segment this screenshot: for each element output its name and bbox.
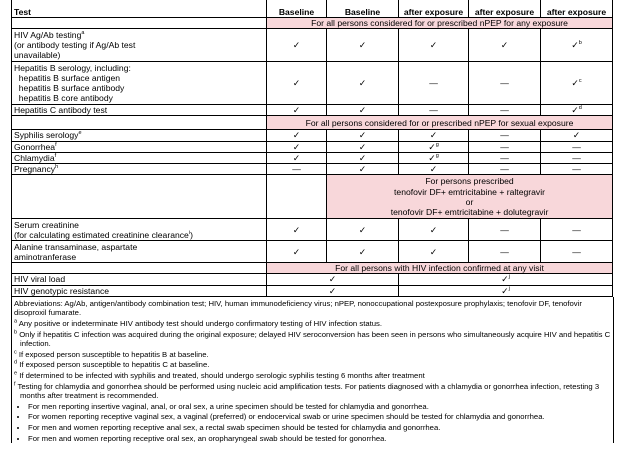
check-mark: ✓: [399, 29, 469, 62]
check-mark: ✓: [327, 219, 399, 241]
check-mark: ✓: [541, 130, 613, 141]
table-row: [12, 152, 613, 163]
list-item: • For men and women reporting receptive anal sex, a rectal swab specimen should be tested for chlamydia and gonorrhea.: [28, 423, 611, 433]
row-label-hiv-test: HIV Ag/Ab testing$^a$ (or antibody testing if Ag/Ab test unavailable): [12, 29, 267, 62]
check-mark: ✓$^b$: [541, 29, 613, 62]
dash-mark: —: [267, 164, 327, 175]
check-mark: ✓: [399, 164, 469, 175]
table-row: [12, 219, 613, 241]
dash-mark: —: [541, 219, 613, 241]
table-row: [12, 141, 613, 152]
header-col1: Baseline: [267, 0, 327, 18]
check-mark: ✓: [327, 62, 399, 105]
check-mark: ✓: [267, 152, 327, 163]
section-row-any: [12, 18, 613, 29]
check-mark: ✓: [267, 274, 399, 285]
check-mark: ✓$^j$: [399, 274, 613, 285]
list-item: • For men reporting insertive vaginal, anal, or oral sex, a urine specimen should be tested for chlamydia and gonorrhea.: [28, 402, 611, 412]
footnote-d: $^d$ If exposed person susceptible to hepatitis C at baseline.: [14, 359, 210, 370]
check-mark: ✓: [469, 29, 541, 62]
header-col5: after exposure: [541, 0, 613, 18]
lab-testing-table: [11, 0, 613, 297]
table-row: [12, 164, 613, 175]
check-mark: ✓$^j$: [399, 285, 613, 296]
dash-mark: —: [469, 130, 541, 141]
check-mark: ✓: [327, 241, 399, 263]
dash-mark: —: [399, 105, 469, 116]
check-mark: ✓: [267, 141, 327, 152]
check-mark: ✓: [267, 219, 327, 241]
check-mark: ✓$^c$: [541, 62, 613, 105]
header-col3: after exposure: [399, 0, 469, 18]
row-label-gonorrhea: Gonorrhea$^f$: [12, 141, 267, 152]
dash-mark: —: [469, 152, 541, 163]
specimen-bullet-list: [14, 402, 611, 443]
check-mark: ✓: [267, 241, 327, 263]
header-test: Test: [12, 0, 267, 18]
footnote-e: $^e$ If determined to be infected with syphilis and treated, should undergo serologic syphilis testing 6 months after treatment: [14, 370, 425, 380]
header-col2: Baseline: [327, 0, 399, 18]
check-mark: ✓: [267, 285, 399, 296]
row-label-hepb: Hepatitis B serology, including: hepatitis B surface antigen hepatitis B surface antibody hepatitis B core antibody: [12, 62, 267, 105]
dash-mark: —: [469, 219, 541, 241]
footnote-c: $^c$ If exposed person susceptible to hepatitis B at baseline.: [14, 349, 209, 359]
footnote-a: $^a$ Any positive or indeterminate HIV antibody test should undergo confirmatory testing of HIV infection status.: [14, 318, 382, 329]
row-label-pregnancy: Pregnancy$^h$: [12, 164, 267, 175]
abbreviations-note: Abbreviations: Ag/Ab, antigen/antibody combination test; HIV, human immunodeficiency virus; nPEP, nonoccupational postexposure prophylaxis; tenofovir DF, tenofovir disoproxil fumarate.: [14, 298, 582, 318]
check-mark: ✓: [267, 130, 327, 141]
check-mark: ✓: [327, 141, 399, 152]
row-label-resistance: HIV genotypic resistance: [12, 285, 267, 296]
table-row: [12, 274, 613, 285]
footnote-b: $^b$ Only if hepatitis C infection was acquired during the original exposure; delayed HIV seroconversion has been seen in persons who simultaneously acquire HIV and hepatitis C infection.: [14, 329, 611, 349]
table-row: [12, 241, 613, 263]
dash-mark: —: [399, 62, 469, 105]
footnote-f: $^f$ Testing for chlamydia and gonorrhea should be performed using nucleic acid amplification tests. For patients diagnosed with a chlamydia or gonorrhea infection, retesting 3 months after treatment is recommended.: [14, 381, 600, 401]
table-row: [12, 105, 613, 116]
check-mark: ✓$^g$: [399, 152, 469, 163]
header-col4: after exposure: [469, 0, 541, 18]
check-mark: ✓$^g$: [399, 141, 469, 152]
list-item: • For men and women reporting receptive oral sex, an oropharyngeal swab should be tested for gonorrhea.: [28, 434, 611, 444]
row-label-chlamydia: Chlamydia$^f$: [12, 152, 267, 163]
table-row: [12, 29, 613, 62]
row-label-creatinine: Serum creatinine (for calculating estimated creatinine clearance$^i$): [12, 219, 267, 241]
list-item: • For women reporting receptive vaginal sex, a vaginal (preferred) or endocervical swab or urine specimen should be tested for chlamydia and gonorrhea.: [28, 412, 611, 422]
table-row: [12, 130, 613, 141]
section-sexual-label: For all persons considered for or prescribed nPEP for sexual exposure: [267, 116, 613, 130]
dash-mark: —: [541, 241, 613, 263]
check-mark: ✓: [267, 29, 327, 62]
check-mark: ✓: [327, 105, 399, 116]
check-mark: ✓: [267, 62, 327, 105]
row-label-alt: Alanine transaminase, aspartate aminotranferase: [12, 241, 267, 263]
check-mark: ✓$^d$: [541, 105, 613, 116]
dash-mark: —: [469, 164, 541, 175]
section-hiv-label: For all persons with HIV infection confirmed at any visit: [267, 263, 613, 274]
section-prescribed-label: For persons prescribed tenofovir DF+ emtricitabine + raltegravir or tenofovir DF+ emtricitabine + dolutegravir: [327, 175, 613, 219]
check-mark: ✓: [327, 29, 399, 62]
check-mark: ✓: [399, 241, 469, 263]
dash-mark: —: [469, 105, 541, 116]
dash-mark: —: [469, 62, 541, 105]
dash-mark: —: [469, 241, 541, 263]
dash-mark: —: [541, 141, 613, 152]
section-any-label: For all persons considered for or prescribed nPEP for any exposure: [267, 18, 613, 29]
check-mark: ✓: [327, 152, 399, 163]
section-row-prescribed: [12, 175, 613, 219]
dash-mark: —: [541, 152, 613, 163]
check-mark: ✓: [267, 105, 327, 116]
table-row: [12, 62, 613, 105]
table-footnotes: [11, 297, 614, 443]
section-row-hiv: [12, 263, 613, 274]
document-page: [11, 0, 612, 444]
section-row-sexual: [12, 116, 613, 130]
check-mark: ✓: [399, 130, 469, 141]
row-label-viral-load: HIV viral load: [12, 274, 267, 285]
check-mark: ✓: [327, 130, 399, 141]
row-label-syphilis: Syphilis serology$^e$: [12, 130, 267, 141]
check-mark: ✓: [399, 219, 469, 241]
table-header-row: [12, 0, 613, 18]
dash-mark: —: [469, 141, 541, 152]
table-row: [12, 285, 613, 296]
row-label-hepc: Hepatitis C antibody test: [12, 105, 267, 116]
check-mark: ✓: [327, 164, 399, 175]
dash-mark: —: [541, 164, 613, 175]
